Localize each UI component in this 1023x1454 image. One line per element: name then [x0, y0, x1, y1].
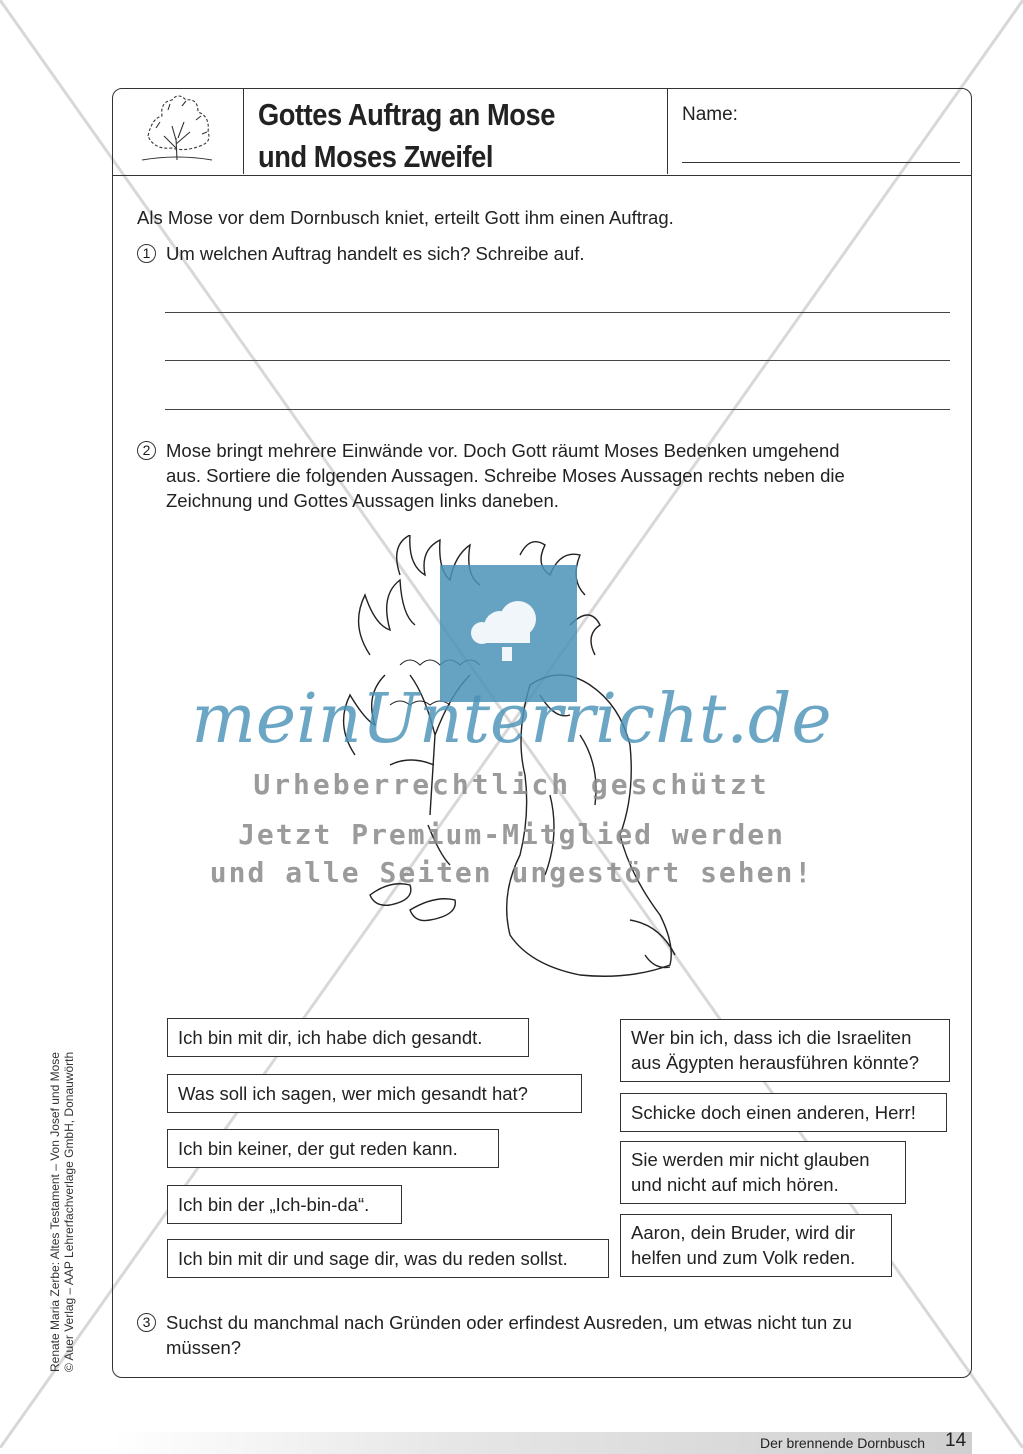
intro-text: Als Mose vor dem Dornbusch kniet, erteilt Gott ihm einen Auftrag. [137, 207, 674, 228]
statement-line: aus Ägypten herausführen könnte? [631, 1052, 919, 1073]
statement-card: Was soll ich sagen, wer mich gesandt hat? [167, 1074, 582, 1113]
watermark-line-2: Jetzt Premium-Mitglied werden [238, 818, 785, 851]
statement-card: Ich bin mit dir und sage dir, was du reden sollst. [167, 1239, 609, 1278]
statement-line: Sie werden mir nicht glauben [631, 1149, 870, 1170]
title-line-2: und Moses Zweifel [258, 139, 494, 174]
task-number-3: 3 [137, 1313, 156, 1332]
name-field-line[interactable] [682, 162, 960, 163]
statement-card [620, 1214, 892, 1277]
statement-line: Wer bin ich, dass ich die Israeliten [631, 1027, 912, 1048]
statement-card: Ich bin keiner, der gut reden kann. [167, 1129, 499, 1168]
task-2-line-2: aus. Sortiere die folgenden Aussagen. Schreibe Moses Aussagen rechts neben die [166, 465, 845, 486]
statement-card: Ich bin mit dir, ich habe dich gesandt. [167, 1018, 529, 1057]
answer-line[interactable] [165, 360, 950, 361]
copyright-credit [48, 972, 76, 1372]
task-3-line-2: müssen? [166, 1337, 242, 1358]
statement-card [620, 1141, 906, 1204]
statement-line: und nicht auf mich hören. [631, 1174, 839, 1195]
title-line-1: Gottes Auftrag an Mose [258, 97, 555, 132]
worksheet-title [258, 94, 610, 178]
page-number: 14 [945, 1430, 967, 1451]
header-icon-cell [112, 88, 244, 174]
statement-line: Aaron, dein Bruder, wird dir [631, 1222, 856, 1243]
footer-section-title: Der brennende Dornbusch [760, 1435, 925, 1451]
task-2-line-3: Zeichnung und Gottes Aussagen links daneben. [166, 490, 559, 511]
task-1-text: Um welchen Auftrag handelt es sich? Schreibe auf. [166, 243, 585, 264]
task-2-line-1: Mose bringt mehrere Einwände vor. Doch Gott räumt Moses Bedenken umgehend [166, 440, 840, 461]
answer-line[interactable] [165, 312, 950, 313]
worksheet-header [112, 88, 972, 176]
burning-bush-icon [112, 88, 242, 174]
credit-line-1: Renate Maria Zerbe: Altes Testament – Von Josef und Mose [48, 1052, 62, 1372]
name-label: Name: [682, 104, 738, 125]
answer-line[interactable] [165, 409, 950, 410]
task-3-line-1: Suchst du manchmal nach Gründen oder erfindest Ausreden, um etwas nicht tun zu [166, 1312, 852, 1333]
statement-card [620, 1019, 950, 1082]
statement-card: Ich bin der „Ich-bin-da“. [167, 1185, 402, 1224]
watermark-brand: meinUnterricht.de [191, 680, 832, 759]
moses-burning-bush-illustration [330, 535, 710, 995]
credit-line-2: © Auer Verlag – AAP Lehrerfachverlage GmbH, Donauwörth [62, 1051, 76, 1372]
statement-line: helfen und zum Volk reden. [631, 1247, 856, 1268]
statement-card: Schicke doch einen anderen, Herr! [620, 1093, 947, 1132]
task-number-1: 1 [137, 244, 156, 263]
watermark-line-3: und alle Seiten ungestört sehen! [209, 856, 814, 889]
header-title-cell [244, 88, 668, 174]
watermark-line-1: Urheberrechtlich geschützt [253, 768, 770, 801]
task-number-2: 2 [137, 441, 156, 460]
